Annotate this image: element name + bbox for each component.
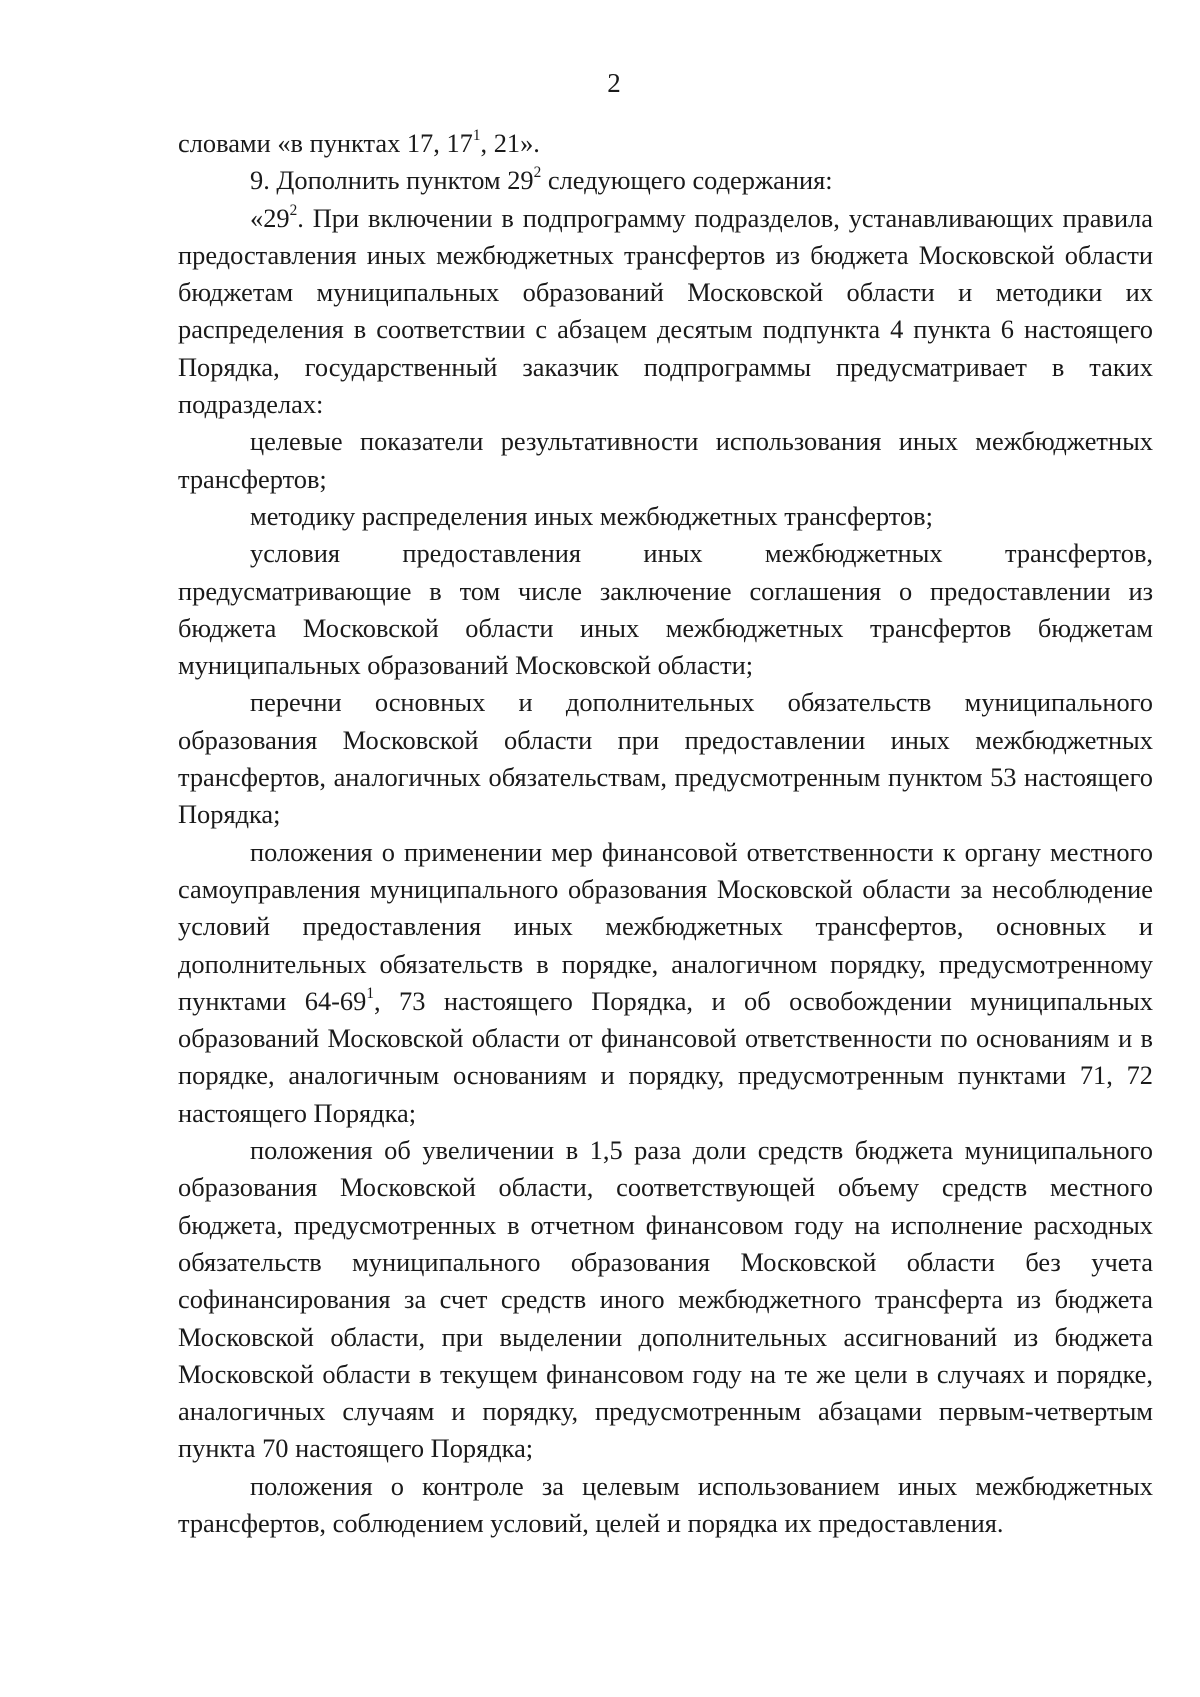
paragraph-text: 9. Дополнить пунктом 29 <box>250 165 534 196</box>
document-body <box>178 125 1153 1542</box>
paragraph-target-indicators: целевые показатели результативности использования иных межбюджетных трансфертов; <box>178 426 1153 494</box>
superscript-index: 1 <box>472 127 481 145</box>
superscript-index: 2 <box>289 201 298 219</box>
superscript-index: 2 <box>533 164 542 182</box>
superscript-index: 1 <box>366 984 374 1002</box>
paragraph-item-9 <box>178 162 1153 199</box>
paragraph-obligations-lists: перечни основных и дополнительных обязательств муниципального образования Московской области при предоставлении иных межбюджетных трансфертов, аналогичных обязательствам, предусмотренным пунктом 53 настоящего Порядка; <box>178 687 1153 830</box>
paragraph-clause-29-2 <box>178 200 1153 424</box>
paragraph-text: , 73 настоящего Порядка, и об освобождении муниципальных образований Московской области от финансовой ответственности по основаниям и в порядке, аналогичным основаниям и порядку, предусмотренным пунктами 71, 72 настоящего Порядка; <box>178 985 1153 1128</box>
paragraph-share-increase: положения об увеличении в 1,5 раза доли средств бюджета муниципального образования Московской области, соответствующей объему средств местного бюджета, предусмотренных в отчетном финансовом году на исполнение расходных обязательств муниципального образования Московской области без учета софинансирования за счет средств иного межбюджетного трансферта из бюджета Московской области, при выделении дополнительных ассигнований из бюджета Московской области в текущем финансовом году на те же цели в случаях и порядке, аналогичных случаям и порядку, предусмотренным абзацами первым-четвертым пункта 70 настоящего Порядка; <box>178 1135 1153 1464</box>
page-number: 2 <box>607 68 621 98</box>
paragraph-text: «29 <box>250 202 290 233</box>
paragraph-text: , 21». <box>480 128 540 158</box>
paragraph-continuation <box>178 125 1153 162</box>
paragraph-provision-conditions: условия предоставления иных межбюджетных трансфертов, предусматривающие в том числе заключение соглашения о предоставлении из бюджета Московской области иных межбюджетных трансфертов бюджетам муниципальных образований Московской области; <box>178 538 1153 681</box>
paragraph-text: следующего содержания: <box>541 165 833 196</box>
paragraph-control: положения о контроле за целевым использованием иных межбюджетных трансфертов, соблюдением условий, целей и порядка их предоставления. <box>178 1470 1153 1538</box>
paragraph-financial-responsibility <box>178 834 1153 1132</box>
paragraph-text: . При включении в подпрограмму подразделов, устанавливающих правила предоставления иных межбюджетных трансфертов из бюджета Московской области бюджетам муниципальных образований Московской области и методики их распределения в соответствии с абзацем десятым подпункта 4 пункта 6 настоящего Порядка, государственный заказчик подпрограммы предусматривает в таких подразделах: <box>178 202 1153 420</box>
paragraph-text: положения о применении мер финансовой ответственности к органу местного самоуправления муниципального образования Московской области за несоблюдение условий предоставления иных межбюджетных трансфертов, основных и дополнительных обязательств в порядке, аналогичном порядку, предусмотренному пунктами 64-69 <box>178 836 1153 1016</box>
paragraph-text: словами «в пунктах 17, 17 <box>178 128 473 158</box>
paragraph-distribution-method: методику распределения иных межбюджетных трансфертов; <box>250 500 933 531</box>
